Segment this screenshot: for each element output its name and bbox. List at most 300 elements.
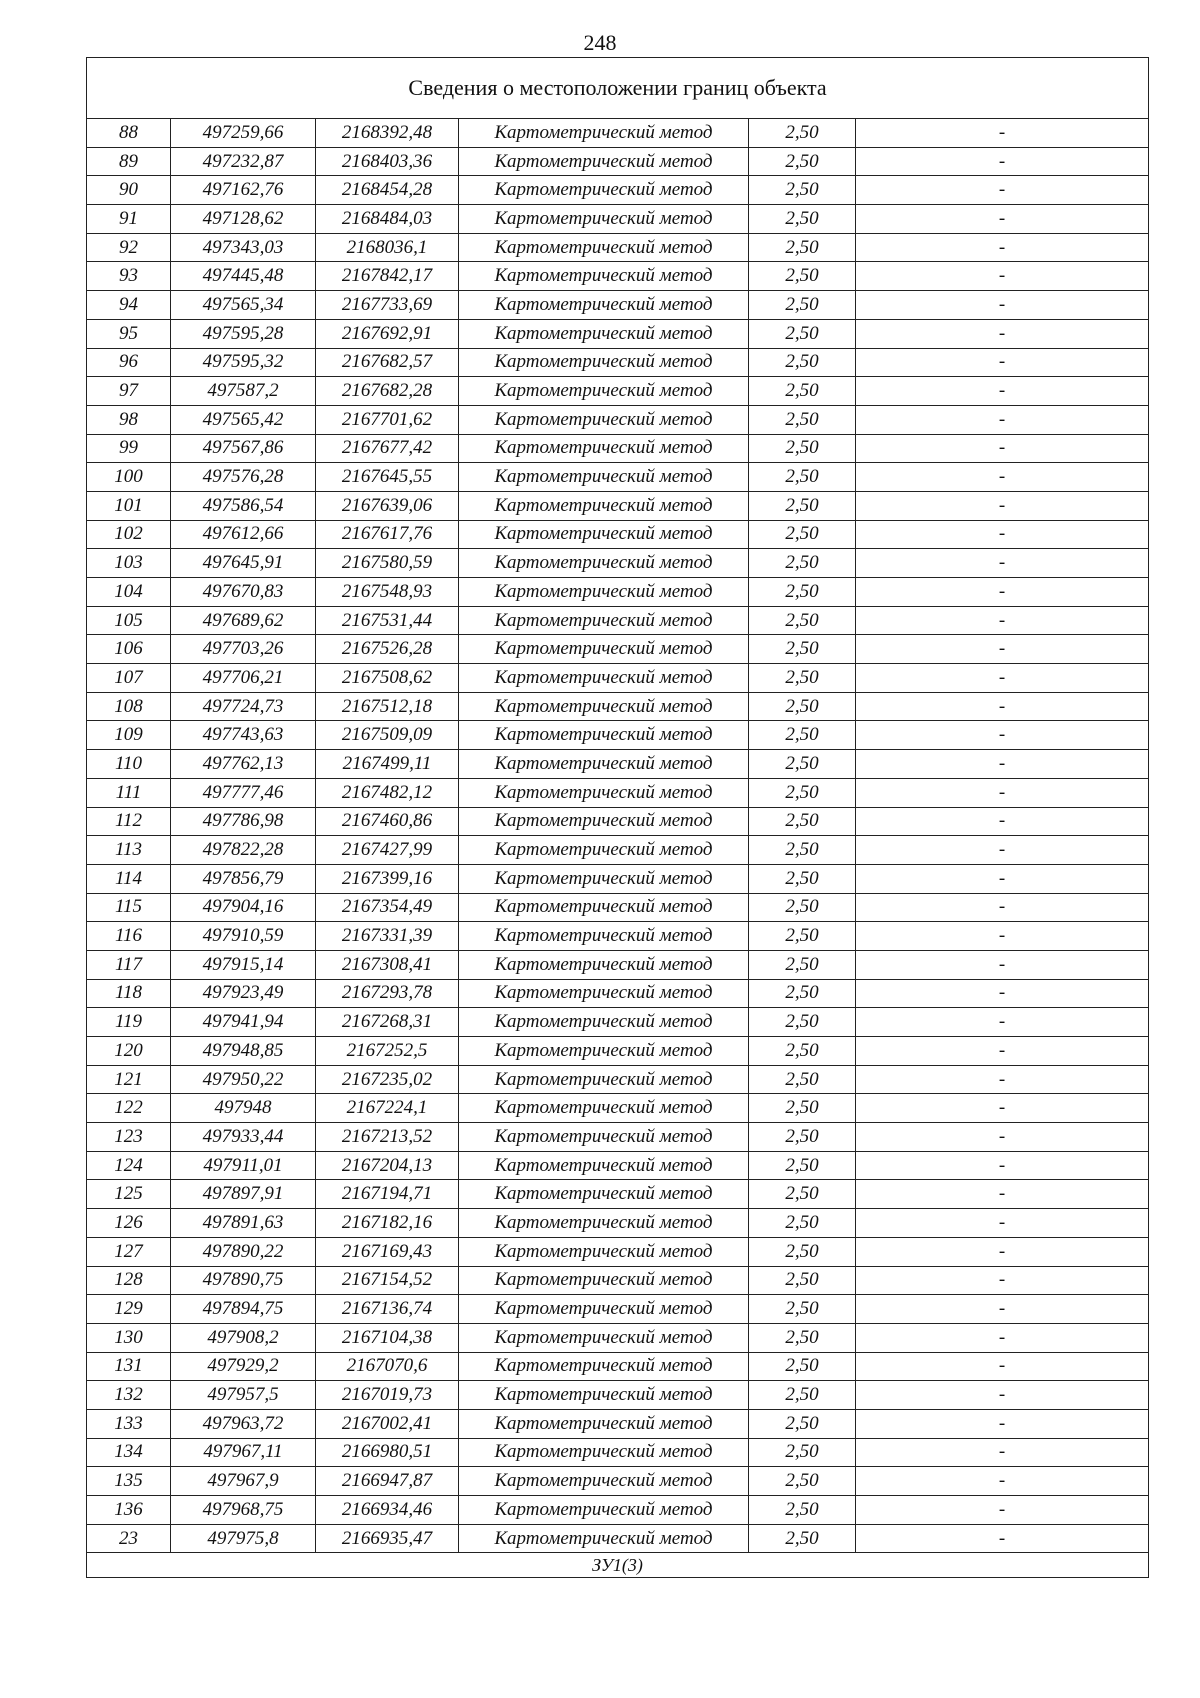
x-coordinate-cell: 497706,21 xyxy=(171,664,316,693)
x-coordinate-cell: 497933,44 xyxy=(171,1123,316,1152)
point-number-cell: 112 xyxy=(87,807,171,836)
precision-cell: 2,50 xyxy=(749,1151,856,1180)
table-row xyxy=(87,405,1149,434)
precision-cell: 2,50 xyxy=(749,1237,856,1266)
point-number-cell: 105 xyxy=(87,606,171,635)
table-row xyxy=(87,1037,1149,1066)
point-number-cell: 94 xyxy=(87,291,171,320)
x-coordinate-cell: 497929,2 xyxy=(171,1352,316,1381)
point-number-cell: 90 xyxy=(87,176,171,205)
description-cell: - xyxy=(856,606,1149,635)
description-cell: - xyxy=(856,1467,1149,1496)
x-coordinate-cell: 497587,2 xyxy=(171,377,316,406)
y-coordinate-cell: 2167182,16 xyxy=(316,1209,459,1238)
table-row xyxy=(87,1266,1149,1295)
y-coordinate-cell: 2167677,42 xyxy=(316,434,459,463)
y-coordinate-cell: 2167509,09 xyxy=(316,721,459,750)
description-cell: - xyxy=(856,578,1149,607)
table-row xyxy=(87,893,1149,922)
method-cell: Картометрический метод xyxy=(459,1295,749,1324)
table-row xyxy=(87,1467,1149,1496)
table-row xyxy=(87,434,1149,463)
method-cell: Картометрический метод xyxy=(459,1065,749,1094)
table-row xyxy=(87,1438,1149,1467)
x-coordinate-cell: 497941,94 xyxy=(171,1008,316,1037)
y-coordinate-cell: 2167701,62 xyxy=(316,405,459,434)
description-cell: - xyxy=(856,1323,1149,1352)
description-cell: - xyxy=(856,1123,1149,1152)
point-number-cell: 88 xyxy=(87,119,171,148)
description-cell: - xyxy=(856,319,1149,348)
x-coordinate-cell: 497445,48 xyxy=(171,262,316,291)
precision-cell: 2,50 xyxy=(749,348,856,377)
x-coordinate-cell: 497703,26 xyxy=(171,635,316,664)
point-number-cell: 111 xyxy=(87,778,171,807)
y-coordinate-cell: 2167842,17 xyxy=(316,262,459,291)
method-cell: Картометрический метод xyxy=(459,635,749,664)
description-cell: - xyxy=(856,1008,1149,1037)
description-cell: - xyxy=(856,1180,1149,1209)
y-coordinate-cell: 2167104,38 xyxy=(316,1323,459,1352)
precision-cell: 2,50 xyxy=(749,1094,856,1123)
precision-cell: 2,50 xyxy=(749,1381,856,1410)
method-cell: Картометрический метод xyxy=(459,979,749,1008)
y-coordinate-cell: 2167019,73 xyxy=(316,1381,459,1410)
description-cell: - xyxy=(856,922,1149,951)
precision-cell: 2,50 xyxy=(749,1524,856,1553)
precision-cell: 2,50 xyxy=(749,1037,856,1066)
description-cell: - xyxy=(856,205,1149,234)
y-coordinate-cell: 2167308,41 xyxy=(316,950,459,979)
precision-cell: 2,50 xyxy=(749,176,856,205)
table-row xyxy=(87,176,1149,205)
y-coordinate-cell: 2167548,93 xyxy=(316,578,459,607)
y-coordinate-cell: 2167692,91 xyxy=(316,319,459,348)
description-cell: - xyxy=(856,864,1149,893)
precision-cell: 2,50 xyxy=(749,721,856,750)
point-number-cell: 109 xyxy=(87,721,171,750)
table-row xyxy=(87,979,1149,1008)
description-cell: - xyxy=(856,262,1149,291)
table-row xyxy=(87,1065,1149,1094)
table-row xyxy=(87,807,1149,836)
description-cell: - xyxy=(856,377,1149,406)
boundary-coordinates-table xyxy=(86,57,1149,1578)
table-row xyxy=(87,1094,1149,1123)
y-coordinate-cell: 2167482,12 xyxy=(316,778,459,807)
precision-cell: 2,50 xyxy=(749,1008,856,1037)
description-cell: - xyxy=(856,721,1149,750)
precision-cell: 2,50 xyxy=(749,1180,856,1209)
x-coordinate-cell: 497967,9 xyxy=(171,1467,316,1496)
y-coordinate-cell: 2167460,86 xyxy=(316,807,459,836)
method-cell: Картометрический метод xyxy=(459,1180,749,1209)
table-row xyxy=(87,1209,1149,1238)
y-coordinate-cell: 2167733,69 xyxy=(316,291,459,320)
y-coordinate-cell: 2166935,47 xyxy=(316,1524,459,1553)
point-number-cell: 120 xyxy=(87,1037,171,1066)
y-coordinate-cell: 2167499,11 xyxy=(316,750,459,779)
point-number-cell: 116 xyxy=(87,922,171,951)
description-cell: - xyxy=(856,520,1149,549)
x-coordinate-cell: 497908,2 xyxy=(171,1323,316,1352)
x-coordinate-cell: 497894,75 xyxy=(171,1295,316,1324)
method-cell: Картометрический метод xyxy=(459,692,749,721)
table-row xyxy=(87,119,1149,148)
point-number-cell: 126 xyxy=(87,1209,171,1238)
table-row xyxy=(87,319,1149,348)
method-cell: Картометрический метод xyxy=(459,434,749,463)
precision-cell: 2,50 xyxy=(749,1496,856,1525)
description-cell: - xyxy=(856,147,1149,176)
point-number-cell: 106 xyxy=(87,635,171,664)
table-row xyxy=(87,262,1149,291)
point-number-cell: 92 xyxy=(87,233,171,262)
y-coordinate-cell: 2167213,52 xyxy=(316,1123,459,1152)
precision-cell: 2,50 xyxy=(749,692,856,721)
y-coordinate-cell: 2167252,5 xyxy=(316,1037,459,1066)
x-coordinate-cell: 497897,91 xyxy=(171,1180,316,1209)
method-cell: Картометрический метод xyxy=(459,578,749,607)
table-row xyxy=(87,1409,1149,1438)
y-coordinate-cell: 2167531,44 xyxy=(316,606,459,635)
precision-cell: 2,50 xyxy=(749,664,856,693)
x-coordinate-cell: 497890,22 xyxy=(171,1237,316,1266)
y-coordinate-cell: 2167154,52 xyxy=(316,1266,459,1295)
point-number-cell: 121 xyxy=(87,1065,171,1094)
table-row xyxy=(87,1151,1149,1180)
x-coordinate-cell: 497232,87 xyxy=(171,147,316,176)
method-cell: Картометрический метод xyxy=(459,893,749,922)
description-cell: - xyxy=(856,836,1149,865)
description-cell: - xyxy=(856,1094,1149,1123)
x-coordinate-cell: 497890,75 xyxy=(171,1266,316,1295)
description-cell: - xyxy=(856,176,1149,205)
table-row xyxy=(87,750,1149,779)
table-row xyxy=(87,520,1149,549)
point-number-cell: 131 xyxy=(87,1352,171,1381)
description-cell: - xyxy=(856,491,1149,520)
table-body xyxy=(87,119,1149,1553)
y-coordinate-cell: 2168392,48 xyxy=(316,119,459,148)
table-row xyxy=(87,549,1149,578)
precision-cell: 2,50 xyxy=(749,491,856,520)
precision-cell: 2,50 xyxy=(749,147,856,176)
precision-cell: 2,50 xyxy=(749,119,856,148)
point-number-cell: 91 xyxy=(87,205,171,234)
table-row xyxy=(87,692,1149,721)
x-coordinate-cell: 497595,32 xyxy=(171,348,316,377)
y-coordinate-cell: 2167399,16 xyxy=(316,864,459,893)
table-row xyxy=(87,1352,1149,1381)
table-row xyxy=(87,491,1149,520)
method-cell: Картометрический метод xyxy=(459,1237,749,1266)
x-coordinate-cell: 497968,75 xyxy=(171,1496,316,1525)
point-number-cell: 99 xyxy=(87,434,171,463)
table-row xyxy=(87,233,1149,262)
description-cell: - xyxy=(856,1065,1149,1094)
precision-cell: 2,50 xyxy=(749,1123,856,1152)
x-coordinate-cell: 497586,54 xyxy=(171,491,316,520)
point-number-cell: 110 xyxy=(87,750,171,779)
x-coordinate-cell: 497612,66 xyxy=(171,520,316,549)
precision-cell: 2,50 xyxy=(749,205,856,234)
x-coordinate-cell: 497689,62 xyxy=(171,606,316,635)
description-cell: - xyxy=(856,750,1149,779)
y-coordinate-cell: 2167682,57 xyxy=(316,348,459,377)
page-number: 248 xyxy=(583,30,617,55)
x-coordinate-cell: 497915,14 xyxy=(171,950,316,979)
x-coordinate-cell: 497975,8 xyxy=(171,1524,316,1553)
method-cell: Картометрический метод xyxy=(459,291,749,320)
y-coordinate-cell: 2167682,28 xyxy=(316,377,459,406)
method-cell: Картометрический метод xyxy=(459,176,749,205)
precision-cell: 2,50 xyxy=(749,1295,856,1324)
description-cell: - xyxy=(856,549,1149,578)
description-cell: - xyxy=(856,635,1149,664)
method-cell: Картометрический метод xyxy=(459,1467,749,1496)
table-footer-row xyxy=(87,1553,1149,1578)
description-cell: - xyxy=(856,778,1149,807)
table-row xyxy=(87,377,1149,406)
table-row xyxy=(87,205,1149,234)
x-coordinate-cell: 497904,16 xyxy=(171,893,316,922)
point-number-cell: 123 xyxy=(87,1123,171,1152)
precision-cell: 2,50 xyxy=(749,836,856,865)
method-cell: Картометрический метод xyxy=(459,1209,749,1238)
precision-cell: 2,50 xyxy=(749,893,856,922)
x-coordinate-cell: 497957,5 xyxy=(171,1381,316,1410)
method-cell: Картометрический метод xyxy=(459,1123,749,1152)
point-number-cell: 133 xyxy=(87,1409,171,1438)
method-cell: Картометрический метод xyxy=(459,520,749,549)
precision-cell: 2,50 xyxy=(749,979,856,1008)
method-cell: Картометрический метод xyxy=(459,262,749,291)
method-cell: Картометрический метод xyxy=(459,348,749,377)
precision-cell: 2,50 xyxy=(749,864,856,893)
y-coordinate-cell: 2167224,1 xyxy=(316,1094,459,1123)
y-coordinate-cell: 2167427,99 xyxy=(316,836,459,865)
table-row xyxy=(87,950,1149,979)
precision-cell: 2,50 xyxy=(749,262,856,291)
method-cell: Картометрический метод xyxy=(459,750,749,779)
precision-cell: 2,50 xyxy=(749,549,856,578)
description-cell: - xyxy=(856,434,1149,463)
table-row xyxy=(87,778,1149,807)
point-number-cell: 113 xyxy=(87,836,171,865)
point-number-cell: 128 xyxy=(87,1266,171,1295)
precision-cell: 2,50 xyxy=(749,1065,856,1094)
y-coordinate-cell: 2167136,74 xyxy=(316,1295,459,1324)
y-coordinate-cell: 2168403,36 xyxy=(316,147,459,176)
table-row xyxy=(87,606,1149,635)
x-coordinate-cell: 497128,62 xyxy=(171,205,316,234)
table-row xyxy=(87,922,1149,951)
table-row xyxy=(87,1295,1149,1324)
y-coordinate-cell: 2168454,28 xyxy=(316,176,459,205)
method-cell: Картометрический метод xyxy=(459,950,749,979)
x-coordinate-cell: 497923,49 xyxy=(171,979,316,1008)
description-cell: - xyxy=(856,1151,1149,1180)
description-cell: - xyxy=(856,1266,1149,1295)
table-footer: ЗУ1(3) xyxy=(87,1553,1149,1578)
point-number-cell: 122 xyxy=(87,1094,171,1123)
description-cell: - xyxy=(856,979,1149,1008)
method-cell: Картометрический метод xyxy=(459,922,749,951)
point-number-cell: 101 xyxy=(87,491,171,520)
description-cell: - xyxy=(856,1037,1149,1066)
method-cell: Картометрический метод xyxy=(459,147,749,176)
description-cell: - xyxy=(856,1438,1149,1467)
y-coordinate-cell: 2166980,51 xyxy=(316,1438,459,1467)
method-cell: Картометрический метод xyxy=(459,463,749,492)
method-cell: Картометрический метод xyxy=(459,1323,749,1352)
point-number-cell: 107 xyxy=(87,664,171,693)
description-cell: - xyxy=(856,463,1149,492)
description-cell: - xyxy=(856,1409,1149,1438)
x-coordinate-cell: 497822,28 xyxy=(171,836,316,865)
x-coordinate-cell: 497567,86 xyxy=(171,434,316,463)
table-row xyxy=(87,1008,1149,1037)
point-number-cell: 129 xyxy=(87,1295,171,1324)
description-cell: - xyxy=(856,893,1149,922)
table-row xyxy=(87,348,1149,377)
precision-cell: 2,50 xyxy=(749,750,856,779)
y-coordinate-cell: 2166947,87 xyxy=(316,1467,459,1496)
point-number-cell: 135 xyxy=(87,1467,171,1496)
precision-cell: 2,50 xyxy=(749,1209,856,1238)
point-number-cell: 114 xyxy=(87,864,171,893)
x-coordinate-cell: 497777,46 xyxy=(171,778,316,807)
point-number-cell: 134 xyxy=(87,1438,171,1467)
point-number-cell: 104 xyxy=(87,578,171,607)
x-coordinate-cell: 497565,34 xyxy=(171,291,316,320)
x-coordinate-cell: 497910,59 xyxy=(171,922,316,951)
y-coordinate-cell: 2167194,71 xyxy=(316,1180,459,1209)
description-cell: - xyxy=(856,1209,1149,1238)
precision-cell: 2,50 xyxy=(749,778,856,807)
description-cell: - xyxy=(856,348,1149,377)
y-coordinate-cell: 2167235,02 xyxy=(316,1065,459,1094)
y-coordinate-cell: 2167508,62 xyxy=(316,664,459,693)
point-number-cell: 93 xyxy=(87,262,171,291)
method-cell: Картометрический метод xyxy=(459,1438,749,1467)
y-coordinate-cell: 2167268,31 xyxy=(316,1008,459,1037)
description-cell: - xyxy=(856,807,1149,836)
precision-cell: 2,50 xyxy=(749,1323,856,1352)
method-cell: Картометрический метод xyxy=(459,1524,749,1553)
method-cell: Картометрический метод xyxy=(459,1151,749,1180)
method-cell: Картометрический метод xyxy=(459,1094,749,1123)
precision-cell: 2,50 xyxy=(749,291,856,320)
table-row xyxy=(87,147,1149,176)
table-row xyxy=(87,635,1149,664)
point-number-cell: 127 xyxy=(87,1237,171,1266)
y-coordinate-cell: 2167002,41 xyxy=(316,1409,459,1438)
method-cell: Картометрический метод xyxy=(459,1037,749,1066)
point-number-cell: 98 xyxy=(87,405,171,434)
y-coordinate-cell: 2167580,59 xyxy=(316,549,459,578)
y-coordinate-cell: 2167512,18 xyxy=(316,692,459,721)
table-row xyxy=(87,1323,1149,1352)
method-cell: Картометрический метод xyxy=(459,836,749,865)
x-coordinate-cell: 497565,42 xyxy=(171,405,316,434)
method-cell: Картометрический метод xyxy=(459,664,749,693)
x-coordinate-cell: 497911,01 xyxy=(171,1151,316,1180)
y-coordinate-cell: 2167639,06 xyxy=(316,491,459,520)
point-number-cell: 108 xyxy=(87,692,171,721)
x-coordinate-cell: 497856,79 xyxy=(171,864,316,893)
precision-cell: 2,50 xyxy=(749,635,856,664)
point-number-cell: 132 xyxy=(87,1381,171,1410)
y-coordinate-cell: 2167331,39 xyxy=(316,922,459,951)
table-row xyxy=(87,836,1149,865)
method-cell: Картометрический метод xyxy=(459,606,749,635)
point-number-cell: 89 xyxy=(87,147,171,176)
x-coordinate-cell: 497724,73 xyxy=(171,692,316,721)
x-coordinate-cell: 497259,66 xyxy=(171,119,316,148)
method-cell: Картометрический метод xyxy=(459,233,749,262)
point-number-cell: 23 xyxy=(87,1524,171,1553)
method-cell: Картометрический метод xyxy=(459,119,749,148)
table-row xyxy=(87,1123,1149,1152)
table-row xyxy=(87,1180,1149,1209)
precision-cell: 2,50 xyxy=(749,807,856,836)
precision-cell: 2,50 xyxy=(749,377,856,406)
table-row xyxy=(87,578,1149,607)
description-cell: - xyxy=(856,1496,1149,1525)
y-coordinate-cell: 2167617,76 xyxy=(316,520,459,549)
method-cell: Картометрический метод xyxy=(459,778,749,807)
point-number-cell: 96 xyxy=(87,348,171,377)
point-number-cell: 117 xyxy=(87,950,171,979)
method-cell: Картометрический метод xyxy=(459,1008,749,1037)
x-coordinate-cell: 497162,76 xyxy=(171,176,316,205)
table-row xyxy=(87,1381,1149,1410)
precision-cell: 2,50 xyxy=(749,606,856,635)
x-coordinate-cell: 497645,91 xyxy=(171,549,316,578)
x-coordinate-cell: 497967,11 xyxy=(171,1438,316,1467)
y-coordinate-cell: 2167204,13 xyxy=(316,1151,459,1180)
precision-cell: 2,50 xyxy=(749,950,856,979)
x-coordinate-cell: 497576,28 xyxy=(171,463,316,492)
point-number-cell: 125 xyxy=(87,1180,171,1209)
table-row xyxy=(87,1496,1149,1525)
y-coordinate-cell: 2167354,49 xyxy=(316,893,459,922)
description-cell: - xyxy=(856,119,1149,148)
y-coordinate-cell: 2167169,43 xyxy=(316,1237,459,1266)
x-coordinate-cell: 497786,98 xyxy=(171,807,316,836)
point-number-cell: 130 xyxy=(87,1323,171,1352)
point-number-cell: 118 xyxy=(87,979,171,1008)
table-title: Сведения о местоположении границ объекта xyxy=(87,58,1149,119)
description-cell: - xyxy=(856,950,1149,979)
description-cell: - xyxy=(856,692,1149,721)
method-cell: Картометрический метод xyxy=(459,1381,749,1410)
precision-cell: 2,50 xyxy=(749,1409,856,1438)
x-coordinate-cell: 497343,03 xyxy=(171,233,316,262)
precision-cell: 2,50 xyxy=(749,922,856,951)
table-title-row xyxy=(87,58,1149,119)
method-cell: Картометрический метод xyxy=(459,807,749,836)
point-number-cell: 115 xyxy=(87,893,171,922)
y-coordinate-cell: 2167293,78 xyxy=(316,979,459,1008)
description-cell: - xyxy=(856,1295,1149,1324)
point-number-cell: 136 xyxy=(87,1496,171,1525)
method-cell: Картометрический метод xyxy=(459,1409,749,1438)
description-cell: - xyxy=(856,291,1149,320)
method-cell: Картометрический метод xyxy=(459,405,749,434)
